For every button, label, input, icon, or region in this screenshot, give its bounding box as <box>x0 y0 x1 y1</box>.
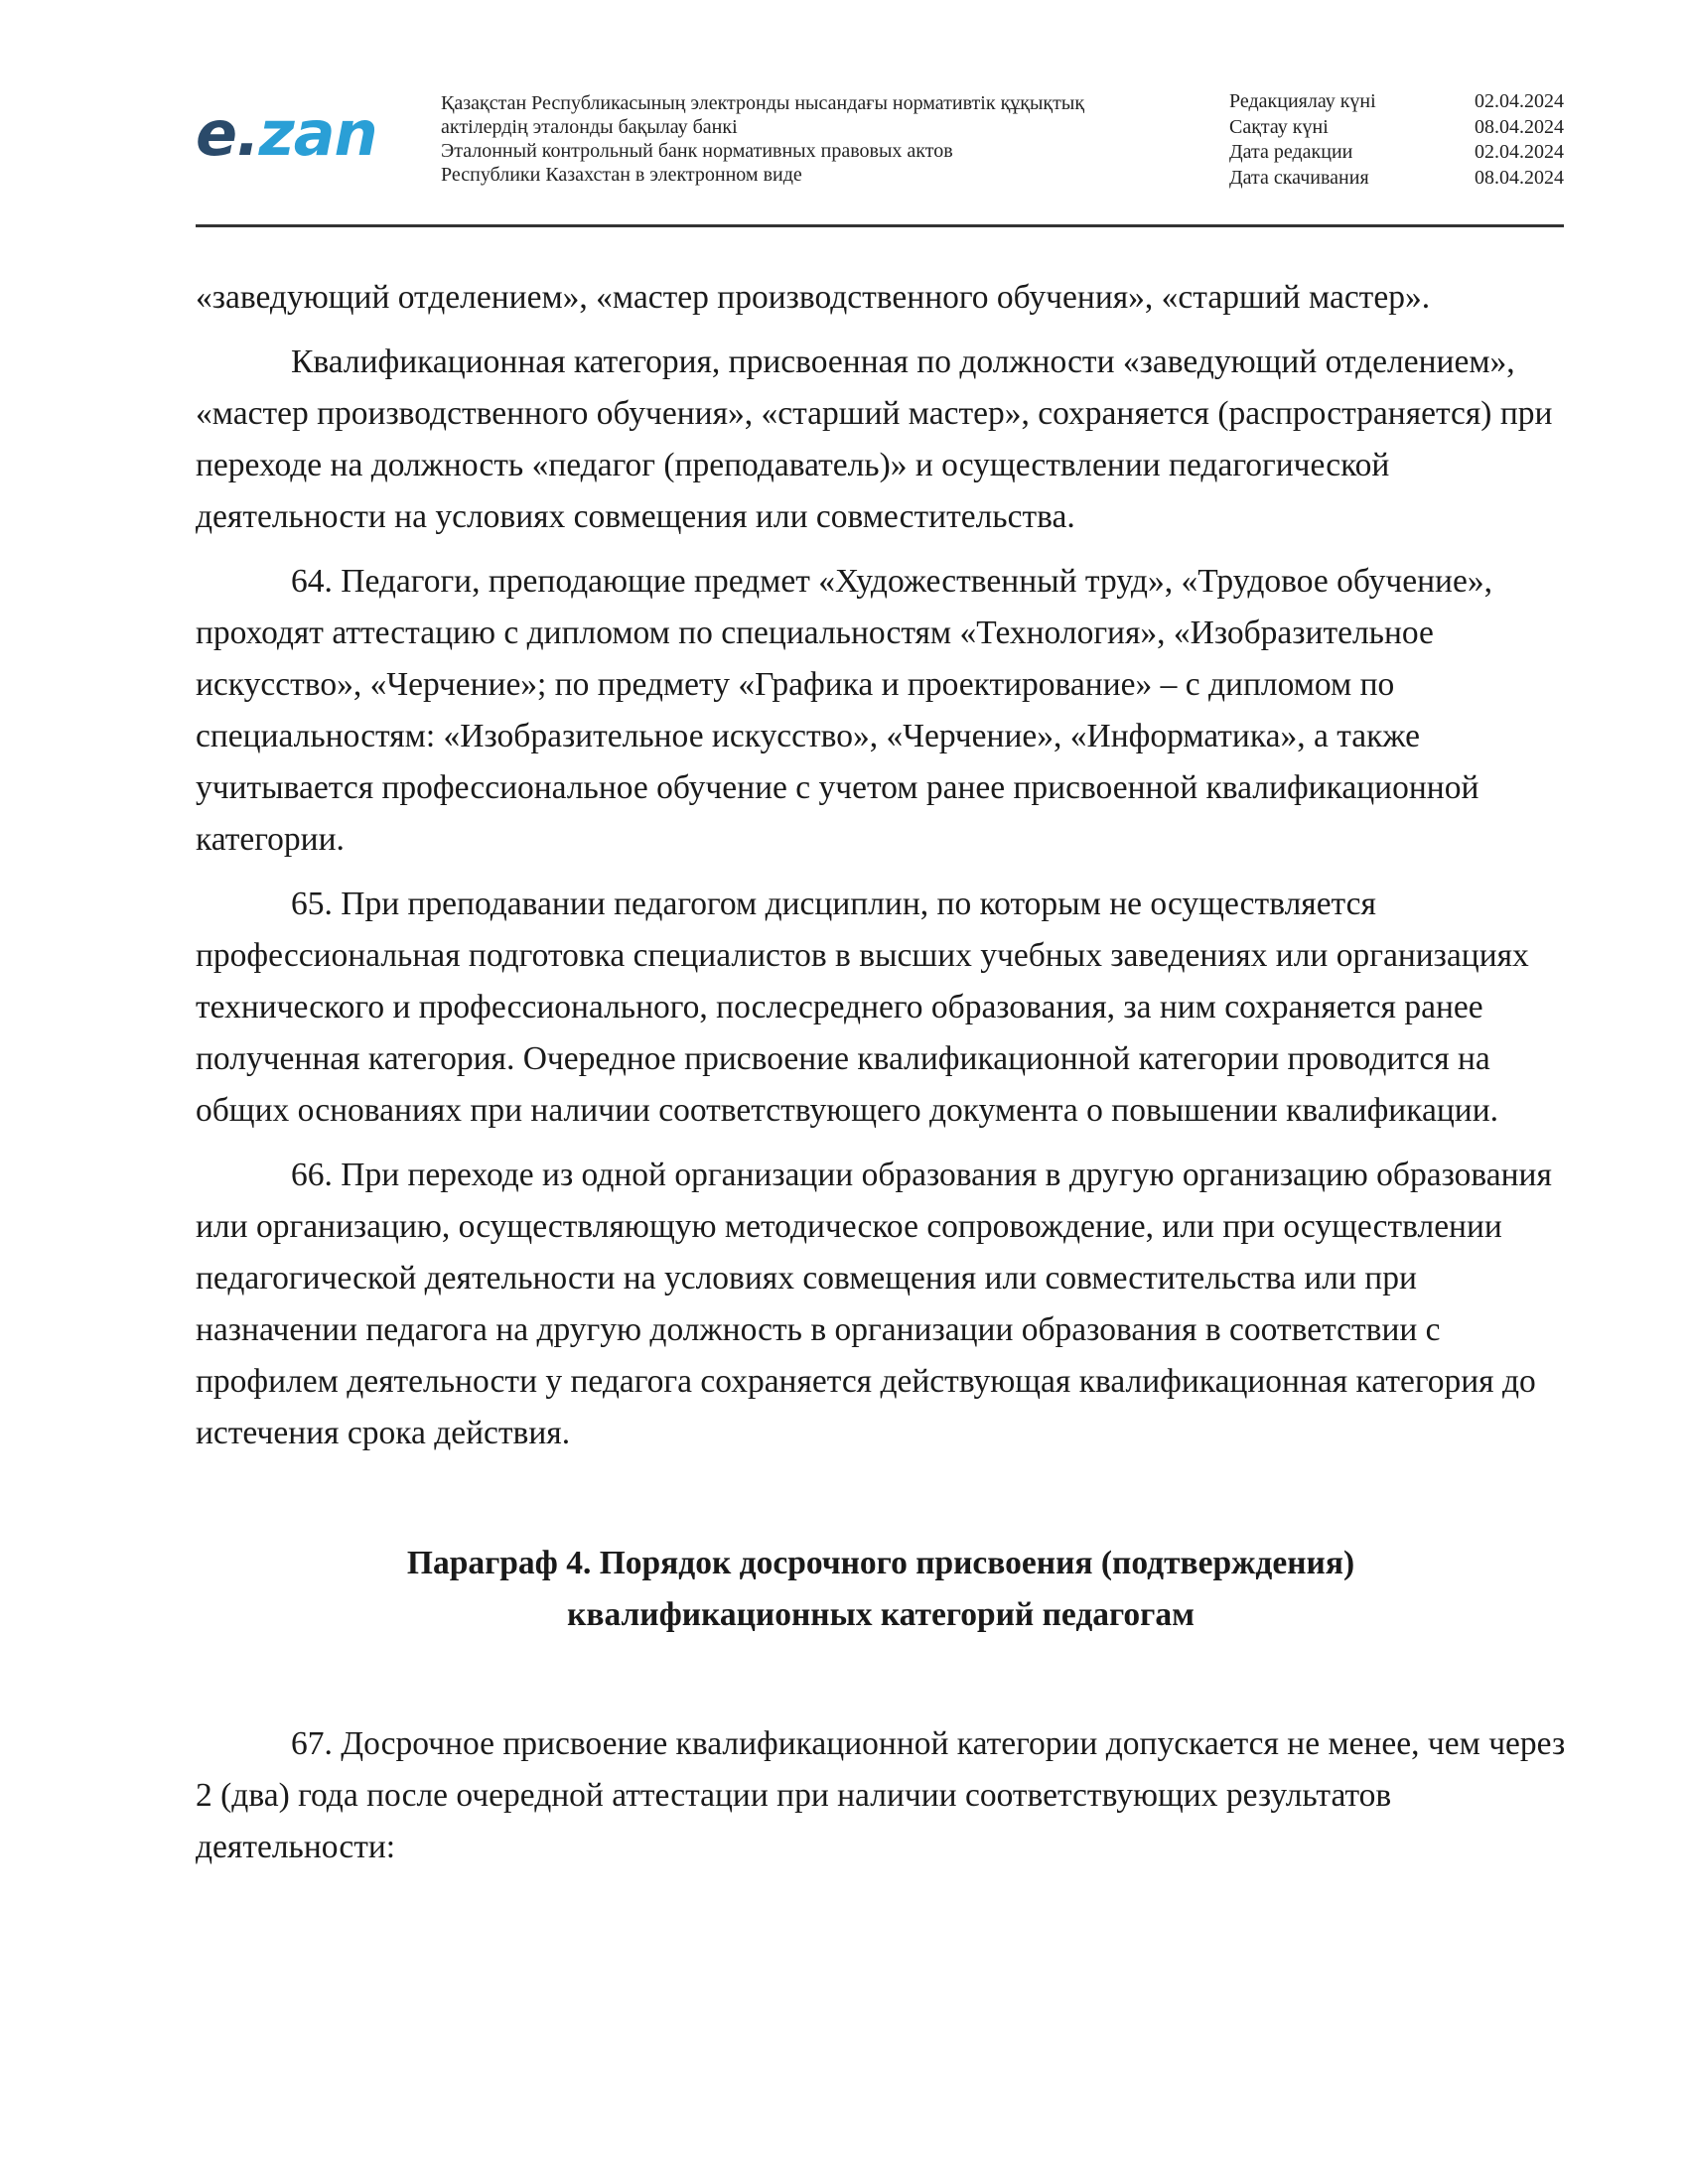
paragraph: «заведующий отделением», «мастер производственного обучения», «старший мастер». <box>196 279 1431 316</box>
meta-value: 08.04.2024 <box>1475 166 1564 189</box>
document-body <box>196 272 1566 1886</box>
paragraph-67: 67. Досрочное присвоение квалификационной категории допускается не менее, чем через 2 (два) года после очередной аттестации при наличии соответствующих результатов деятельности: <box>196 1725 1566 1865</box>
meta-row <box>1229 89 1564 115</box>
document-header <box>196 85 1564 226</box>
ezan-logo[interactable] <box>196 99 377 169</box>
logo-dot: . <box>236 97 259 170</box>
logo-e: e <box>196 97 237 170</box>
meta-row <box>1229 166 1564 192</box>
header-title <box>441 91 1156 187</box>
header-title-line: актілердің эталонды бақылау банкі <box>441 116 738 138</box>
section-heading <box>196 1538 1566 1641</box>
meta-value: 08.04.2024 <box>1475 115 1564 138</box>
paragraph-66: 66. При переходе из одной организации образования в другую организацию образования или организацию, осуществляющую методическое сопровождение, или при осуществлении педагогической деятельности на условиях совмещения или совместительства или при назначении педагога на другую должность в организации образования в соответствии с профилем деятельности у педагога сохраняется действующая квалификационная категория до истечения срока действия. <box>196 1157 1552 1451</box>
paragraph-64: 64. Педагоги, преподающие предмет «Художественный труд», «Трудовое обучение», проходят аттестацию с дипломом по специальностям «Технология», «Изобразительное искусство», «Черчение»; по предмету «Графика и проектирование» – с дипломом по специальностям: «Изобразительное искусство», «Черчение», «Информатика», а также учитывается профессиональное обучение с учетом ранее присвоенной квалификационной категории. <box>196 563 1492 858</box>
logo-zan: zan <box>258 97 377 170</box>
meta-value: 02.04.2024 <box>1475 90 1564 112</box>
header-title-line: Эталонный контрольный банк нормативных правовых актов <box>441 140 953 162</box>
header-meta <box>1229 89 1564 191</box>
header-divider <box>196 224 1564 227</box>
paragraph: Квалификационная категория, присвоенная по должности «заведующий отделением», «мастер производственного обучения», «старший мастер», сохраняется (распространяется) при переходе на должность «педагог (преподаватель)» и осуществлении педагогической деятельности на условиях совмещения или совместительства. <box>196 343 1553 535</box>
section-heading-line: квалификационных категорий педагогам <box>567 1596 1195 1633</box>
meta-label: Редакциялау күні <box>1229 90 1376 112</box>
header-title-line: Республики Казахстан в электронном виде <box>441 164 802 186</box>
meta-row <box>1229 115 1564 141</box>
header-title-line: Қазақстан Республикасының электронды нысандағы нормативтік құқықтық <box>441 92 1085 114</box>
paragraph-65: 65. При преподавании педагогом дисциплин, по которым не осуществляется профессиональная подготовка специалистов в высших учебных заведениях или организациях технического и профессионального, послесреднего образования, за ним сохраняется ранее полученная категория. Очередное присвоение квалификационной категории проводится на общих основаниях при наличии соответствующего документа о повышении квалификации. <box>196 886 1529 1129</box>
meta-label: Дата редакции <box>1229 141 1353 163</box>
meta-label: Дата скачивания <box>1229 166 1369 189</box>
meta-row <box>1229 140 1564 166</box>
section-heading-line: Параграф 4. Порядок досрочного присвоения (подтверждения) <box>406 1545 1355 1581</box>
meta-label: Сақтау күні <box>1229 115 1329 138</box>
meta-value: 02.04.2024 <box>1475 141 1564 163</box>
